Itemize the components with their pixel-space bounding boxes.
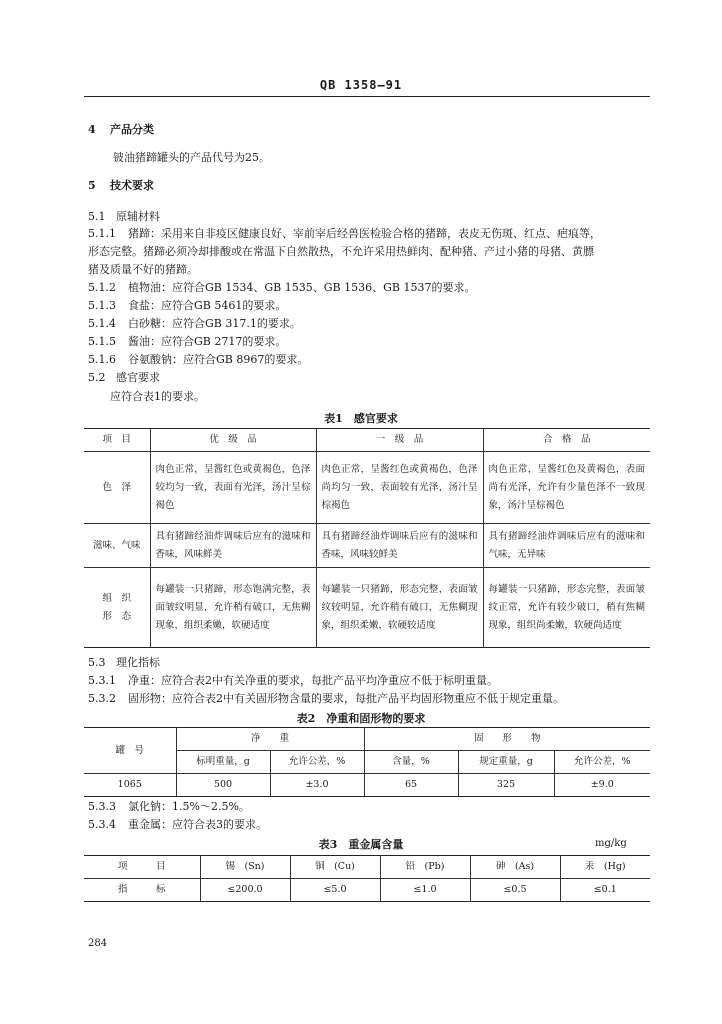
table-1-cell: 具有猪蹄经油炸调味后应有的滋味和香味，风味鲜美: [150, 524, 316, 568]
table-3-cell: ≤1.0: [380, 879, 470, 902]
table-1-cell: 具有猪蹄经油炸调味后应有的滋味和香味，风味较鲜美: [316, 524, 483, 568]
table-1-header-first: 一 级 品: [316, 429, 483, 452]
table-3-heavy-metals: [84, 855, 650, 902]
table-2-header-can: 罐 号: [84, 728, 176, 774]
section-5-2-heading: 5.2 感官要求: [88, 371, 160, 384]
table-2-subheader: 含量，%: [364, 751, 458, 774]
section-5-3-3: 5.3.3 氯化钠：1.5%～2.5%。: [88, 800, 250, 813]
section-5-3-heading: 5.3 理化指标: [88, 656, 160, 669]
section-4-heading: 4 产品分类: [88, 123, 154, 136]
table-2-cell: 1065: [84, 774, 176, 797]
table-3-header: 锡 (Sn): [200, 856, 290, 879]
table-2-subheader: 允许公差，%: [270, 751, 364, 774]
table-1-sensory: [84, 428, 650, 648]
table-3-header: 铅 (Pb): [380, 856, 470, 879]
table-1-header-qualified: 合 格 品: [483, 429, 650, 452]
header-rule: [84, 96, 650, 97]
table-1-header-item: 项 目: [84, 429, 150, 452]
table-2-subheader: 规定重量，g: [458, 751, 554, 774]
table-3-caption: 表3 重金属含量: [318, 838, 404, 851]
table-3-row-label: 指 标: [84, 879, 200, 902]
section-5-1-1-line1: 5.1.1 猪蹄：采用来自非疫区健康良好、宰前宰后经兽医检验合格的猪蹄，表皮无伤斑、红点、疤痕等，: [88, 227, 601, 240]
table-3-header-item: 项 目: [84, 856, 200, 879]
table-2-cell: ±3.0: [270, 774, 364, 797]
section-5-3-4: 5.3.4 重金属：应符合表3的要求。: [88, 818, 267, 831]
section-5-1-6: 5.1.6 谷氨酸钠：应符合GB 8967的要求。: [88, 353, 309, 366]
table-1-cell: 具有猪蹄经油炸调味后应有的滋味和气味，无异味: [483, 524, 650, 568]
section-5-1-3: 5.1.3 食盐：应符合GB 5461的要求。: [88, 299, 287, 312]
table-1-row-label: 色 泽: [84, 452, 150, 524]
table-3-unit: mg/kg: [595, 838, 627, 849]
table-2-cell: ±9.0: [554, 774, 650, 797]
table-2-subheader: 标明重量，g: [176, 751, 270, 774]
table-3-cell: ≤0.1: [560, 879, 650, 902]
section-5-1-2: 5.1.2 植物油：应符合GB 1534、GB 1535、GB 1536、GB 1537的要求。: [88, 281, 476, 294]
section-5-2-body: 应符合表1的要求。: [110, 390, 205, 403]
table-2-caption: 表2 净重和固形物的要求: [296, 712, 426, 725]
section-5-3-1: 5.3.1 净重：应符合表2中有关净重的要求，每批产品平均净重应不低于标明重量。: [88, 674, 498, 687]
table-3-cell: ≤0.5: [470, 879, 560, 902]
table-2-cell: 500: [176, 774, 270, 797]
document-code-header: QB 1358—91: [319, 78, 403, 92]
table-3-header: 铜 (Cu): [290, 856, 380, 879]
table-1-header-premium: 优 级 品: [150, 429, 316, 452]
table-3-cell: ≤200.0: [200, 879, 290, 902]
table-1-cell: 肉色正常，呈酱红色或黄褐色，色泽尚均匀一致，表面较有光泽，汤汁呈棕褐色: [316, 452, 483, 524]
section-4-body: 铍油猪蹄罐头的产品代号为25。: [113, 151, 270, 164]
section-5-3-2: 5.3.2 固形物：应符合表2中有关固形物含量的要求，每批产品平均固形物重应不低于规定重量。: [88, 692, 564, 705]
table-2-header-solid: 固 形 物: [364, 728, 650, 751]
table-1-cell: 每罐装一只猪蹄，形态完整，表面皱纹正常，允许有较少破口，稍有焦糊现象，组织尚柔嫩，软硬尚适度: [483, 568, 650, 648]
section-5-1-1-line3: 猪及质量不好的猪蹄。: [88, 263, 198, 276]
table-1-row-label: 组 织 形 态: [84, 568, 150, 648]
table-3-header: 砷 (As): [470, 856, 560, 879]
table-1-cell: 肉色正常，呈酱红色或黄褐色，色泽较均匀一致，表面有光泽，汤汁呈棕褐色: [150, 452, 316, 524]
section-5-1-heading: 5.1 原辅材料: [88, 210, 160, 223]
table-1-cell: 每罐装一只猪蹄，形态饱满完整，表面皱纹明显，允许稍有破口，无焦糊现象，组织柔嫩，软硬适度: [150, 568, 316, 648]
table-2-cell: 65: [364, 774, 458, 797]
table-2-weight: [84, 727, 650, 797]
table-1-row-label: 滋味、气味: [84, 524, 150, 568]
table-2-subheader: 允许公差，%: [554, 751, 650, 774]
table-1-cell: 每罐装一只猪蹄，形态完整，表面皱纹较明显，允许稍有破口，无焦糊现象，组织柔嫩，软硬较适度: [316, 568, 483, 648]
section-5-heading: 5 技术要求: [88, 179, 154, 192]
section-5-1-1-line2: 形态完整。猪蹄必须冷却排酸或在常温下自然散热，不允许采用热鲜肉、配种猪、产过小猪的母猪、黄膘: [88, 245, 594, 258]
table-1-cell: 肉色正常，呈酱红色及黄褐色，表面尚有光泽，允许有少量色泽不一致现象，汤汁呈棕褐色: [483, 452, 650, 524]
section-5-1-4: 5.1.4 白砂糖：应符合GB 317.1的要求。: [88, 317, 301, 330]
table-3-header: 汞 (Hg): [560, 856, 650, 879]
section-5-1-5: 5.1.5 酱油：应符合GB 2717的要求。: [88, 335, 287, 348]
table-1-caption: 表1 感官要求: [324, 412, 398, 425]
table-2-cell: 325: [458, 774, 554, 797]
table-3-cell: ≤5.0: [290, 879, 380, 902]
table-2-header-net: 净 重: [176, 728, 364, 751]
page-number: 284: [88, 938, 108, 949]
